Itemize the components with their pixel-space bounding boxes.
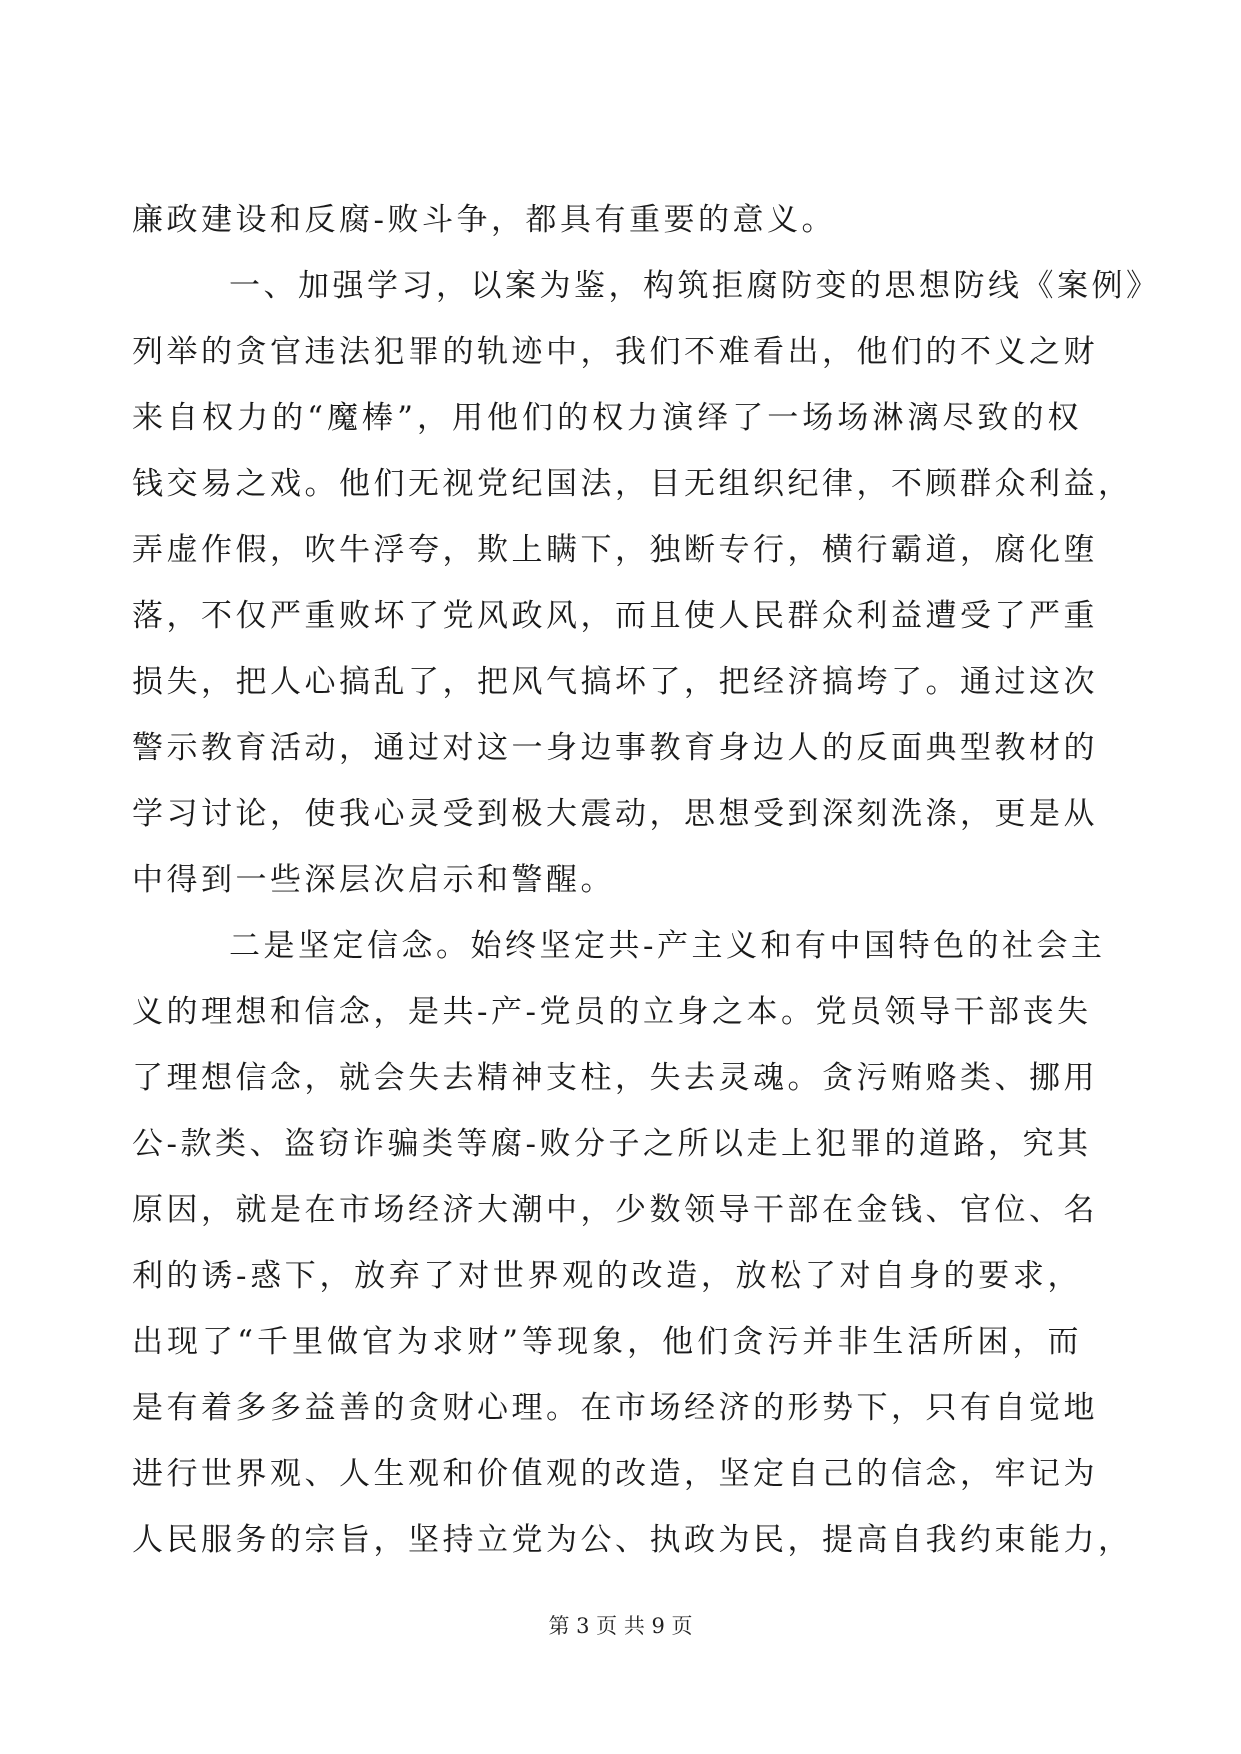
text-line: 是有着多多益善的贪财心理。在市场经济的形势下，只有自觉地 — [132, 1390, 1098, 1426]
text-line: 义的理想和信念，是共-产-党员的立身之本。党员领导干部丧失 — [132, 994, 1092, 1030]
text-line: 了理想信念，就会失去精神支柱，失去灵魂。贪污贿赂类、挪用 — [132, 1060, 1098, 1096]
text-line: 二是坚定信念。始终坚定共-产主义和有中国特色的社会主 — [229, 928, 1106, 964]
text-line: 弄虚作假，吹牛浮夸，欺上瞒下，独断专行，横行霸道，腐化堕 — [132, 532, 1098, 568]
text-line: 警示教育活动，通过对这一身边事教育身边人的反面典型教材的 — [132, 730, 1098, 766]
text-line: 出现了“千里做官为求财”等现象，他们贪污并非生活所困，而 — [132, 1324, 1082, 1360]
text-line: 进行世界观、人生观和价值观的改造，坚定自己的信念，牢记为 — [132, 1456, 1098, 1492]
text-line: 学习讨论，使我心灵受到极大震动，思想受到深刻洗涤，更是从 — [132, 796, 1098, 832]
text-line: 人民服务的宗旨，坚持立党为公、执政为民，提高自我约束能力， — [132, 1522, 1133, 1558]
page-number-footer: 第 3 页 共 9 页 — [548, 1614, 693, 1638]
text-line: 原因，就是在市场经济大潮中，少数领导干部在金钱、官位、名 — [132, 1192, 1098, 1228]
text-line: 中得到一些深层次启示和警醒。 — [132, 862, 615, 898]
text-line: 落，不仅严重败坏了党风政风，而且使人民群众利益遭受了严重 — [132, 598, 1098, 634]
text-line: 公-款类、盗窃诈骗类等腐-败分子之所以走上犯罪的道路，究其 — [132, 1126, 1092, 1162]
text-line: 一、加强学习，以案为鉴，构筑拒腐防变的思想防线《案例》 — [229, 268, 1161, 304]
text-line: 利的诱-惑下，放弃了对世界观的改造，放松了对自身的要求， — [132, 1258, 1082, 1294]
text-line: 廉政建设和反腐-败斗争，都具有重要的意义。 — [132, 202, 836, 238]
text-line: 钱交易之戏。他们无视党纪国法，目无组织纪律，不顾群众利益， — [132, 466, 1133, 502]
text-line: 列举的贪官违法犯罪的轨迹中，我们不难看出，他们的不义之财 — [132, 334, 1098, 370]
text-line: 来自权力的“魔棒”，用他们的权力演绎了一场场淋漓尽致的权 — [132, 400, 1082, 436]
text-line: 损失，把人心搞乱了，把风气搞坏了，把经济搞垮了。通过这次 — [132, 664, 1098, 700]
